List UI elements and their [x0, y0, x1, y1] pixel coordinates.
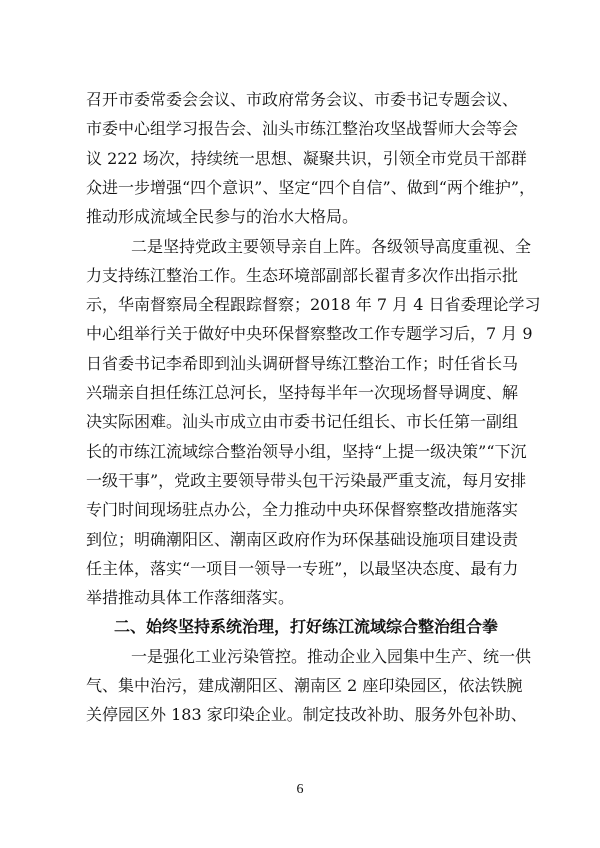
text-line: 长的市练江流域综合整治领导小组，坚持“上提一级决策”“下沉: [86, 441, 527, 461]
section-heading: 二、始终坚持系统治理，打好练江流域综合整治组合拳: [114, 617, 499, 637]
text-line: 中心组举行关于做好中央环保督察整改工作专题学习后，7 月 9: [86, 324, 533, 344]
text-line: 众进一步增强“四个意识”、坚定“四个自信”、做到“两个维护”，: [86, 177, 536, 197]
text-line: 议 222 场次，持续统一思想、凝聚共识，引领全市党员干部群: [86, 148, 527, 168]
text-line: 召开市委常委会会议、市政府常务会议、市委书记专题会议、: [86, 90, 519, 109]
text-line: 气、集中治污，建成潮阳区、潮南区 2 座印染园区，依法铁腕: [86, 676, 523, 695]
text-line: 市委中心组学习报告会、汕头市练江整治攻坚战誓师大会等会: [86, 119, 519, 139]
text-line: 一级干事”，党政主要领导带头包干污染最严重支流，每月安排: [86, 470, 527, 490]
text-line: 到位；明确潮阳区、潮南区政府作为环保基础设施项目建设责: [86, 529, 519, 549]
text-line: 推动形成流域全民参与的治水大格局。: [86, 207, 359, 227]
text-line: 兴瑞亲自担任练江总河长，坚持每半年一次现场督导调度、解: [86, 383, 519, 402]
text-line: 专门时间现场驻点办公，全力推动中央环保督察整改措施落实: [86, 500, 519, 520]
text-line: 二是坚持党政主要领导亲自上阵。各级领导高度重视、全: [131, 236, 532, 256]
text-line: 任主体，落实“一项目一领导一专班”，以最坚决态度、最有力: [86, 558, 519, 578]
text-line: 日省委书记李希即到汕头调研督导练江整治工作；时任省长马: [86, 353, 519, 373]
text-line: 示，华南督察局全程跟踪督察；2018 年 7 月 4 日省委理论学习: [86, 295, 541, 315]
page-number: 6: [296, 782, 304, 797]
text-line: 举措推动具体工作落细落实。: [86, 588, 295, 608]
text-line: 决实际困难。汕头市成立由市委书记任组长、市长任第一副组: [86, 412, 519, 432]
text-line: 力支持练江整治工作。生态环境部副部长翟青多次作出指示批: [86, 265, 519, 285]
text-line: 一是强化工业污染管控。推动企业入园集中生产、统一供: [131, 646, 532, 666]
text-line: 关停园区外 183 家印染企业。制定技改补助、服务外包补助、: [86, 705, 527, 725]
